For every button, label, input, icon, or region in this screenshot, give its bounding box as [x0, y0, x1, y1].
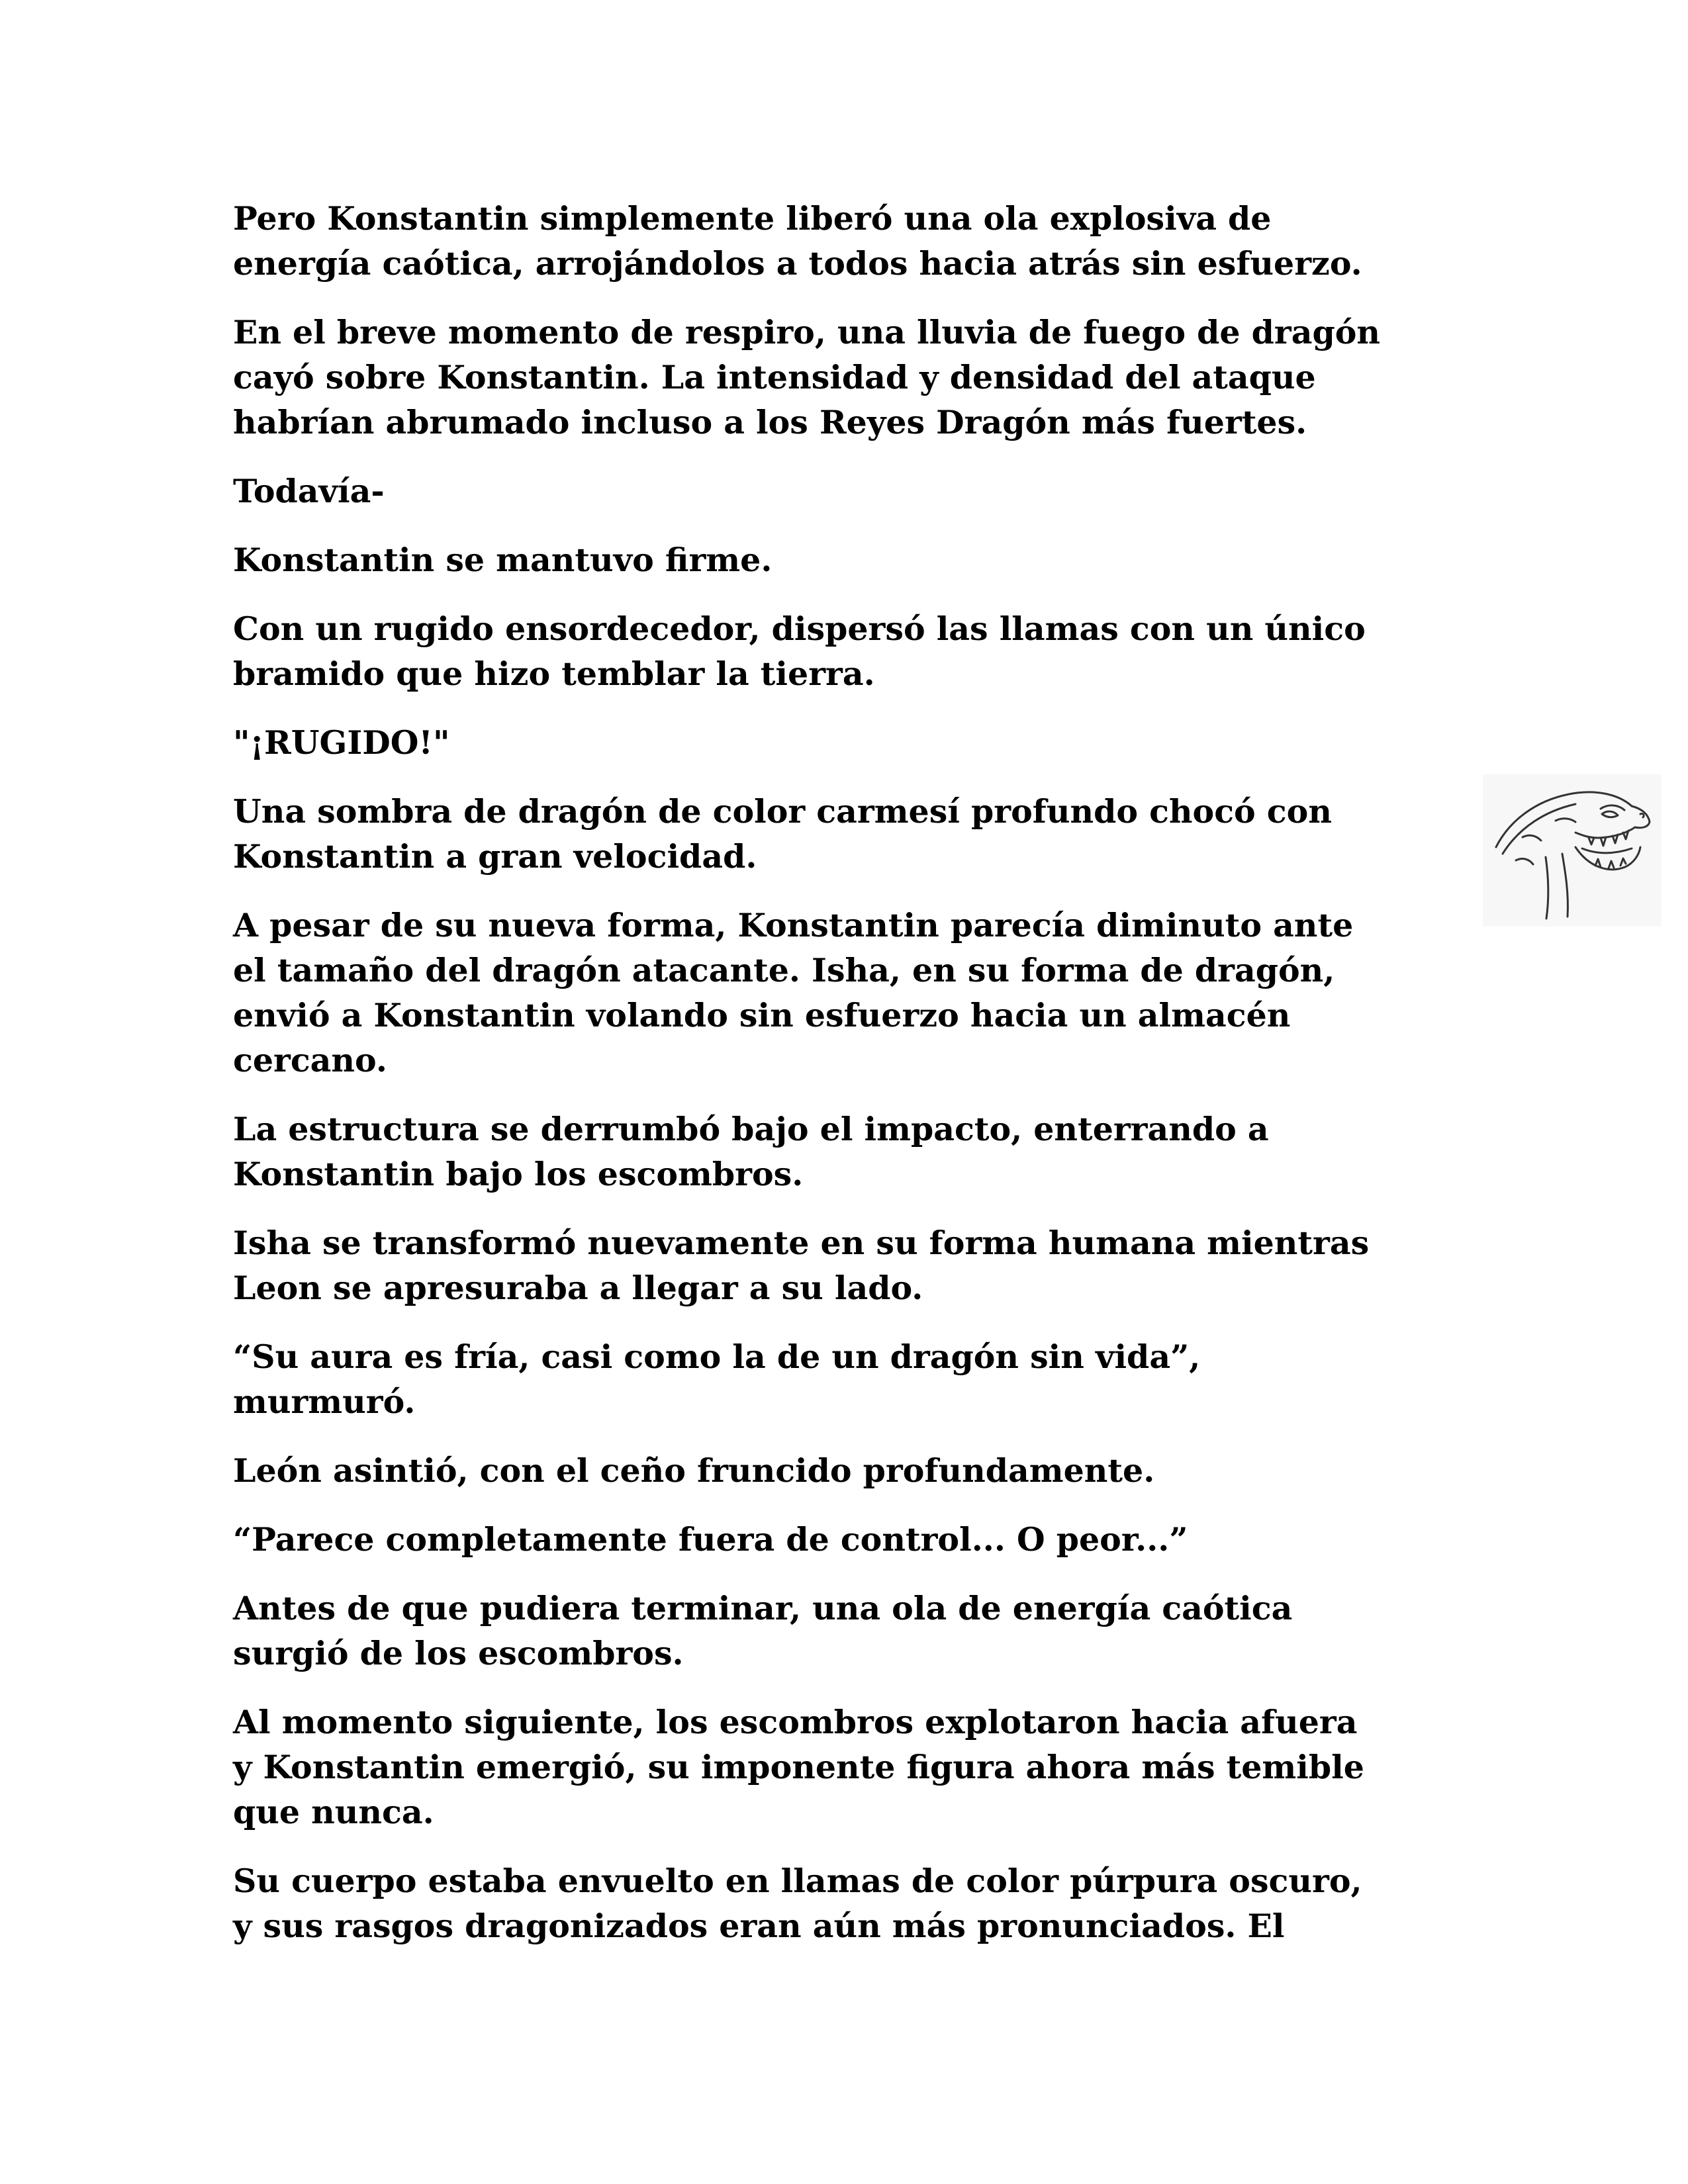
dinosaur-head-icon	[1483, 774, 1662, 927]
paragraph: Su cuerpo estaba envuelto en llamas de color púrpura oscuro, y sus rasgos dragonizados eran aún más pronunciados. El	[233, 1862, 1362, 1945]
paragraph: Todavía-	[233, 472, 385, 510]
paragraph: Una sombra de dragón de color carmesí profundo chocó con Konstantin a gran velocidad.	[233, 792, 1332, 876]
paragraph: “Parece completamente fuera de control... O peor...”	[233, 1520, 1188, 1559]
paragraph: En el breve momento de respiro, una lluvia de fuego de dragón cayó sobre Konstantin. La intensidad y densidad del ataque habrían abrumado incluso a los Reyes Dragón más fuertes.	[233, 313, 1381, 441]
paragraph: León asintió, con el ceño fruncido profundamente.	[233, 1451, 1155, 1490]
body-text	[233, 196, 1491, 1972]
paragraph: Antes de que pudiera terminar, una ola de energía caótica surgió de los escombros.	[233, 1589, 1293, 1672]
paragraph: A pesar de su nueva forma, Konstantin parecía diminuto ante el tamaño del dragón atacante. Isha, en su forma de dragón, envió a Konstantin volando sin esfuerzo hacia un almacén cercano.	[233, 906, 1354, 1079]
paragraph: La estructura se derrumbó bajo el impacto, enterrando a Konstantin bajo los escombros.	[233, 1110, 1269, 1193]
paragraph: Con un rugido ensordecedor, dispersó las llamas con un único bramido que hizo temblar la tierra.	[233, 610, 1366, 693]
paragraph: Pero Konstantin simplemente liberó una ola explosiva de energía caótica, arrojándolos a todos hacia atrás sin esfuerzo.	[233, 199, 1362, 283]
paragraph: Al momento siguiente, los escombros explotaron hacia afuera y Konstantin emergió, su imponente figura ahora más temible que nunca.	[233, 1703, 1364, 1831]
paragraph: Konstantin se mantuvo firme.	[233, 541, 773, 579]
paragraph: “Su aura es fría, casi como la de un dragón sin vida”, murmuró.	[233, 1338, 1201, 1421]
paragraph: "¡RUGIDO!"	[233, 723, 450, 762]
paragraph: Isha se transformó nuevamente en su forma humana mientras Leon se apresuraba a llegar a su lado.	[233, 1224, 1370, 1307]
